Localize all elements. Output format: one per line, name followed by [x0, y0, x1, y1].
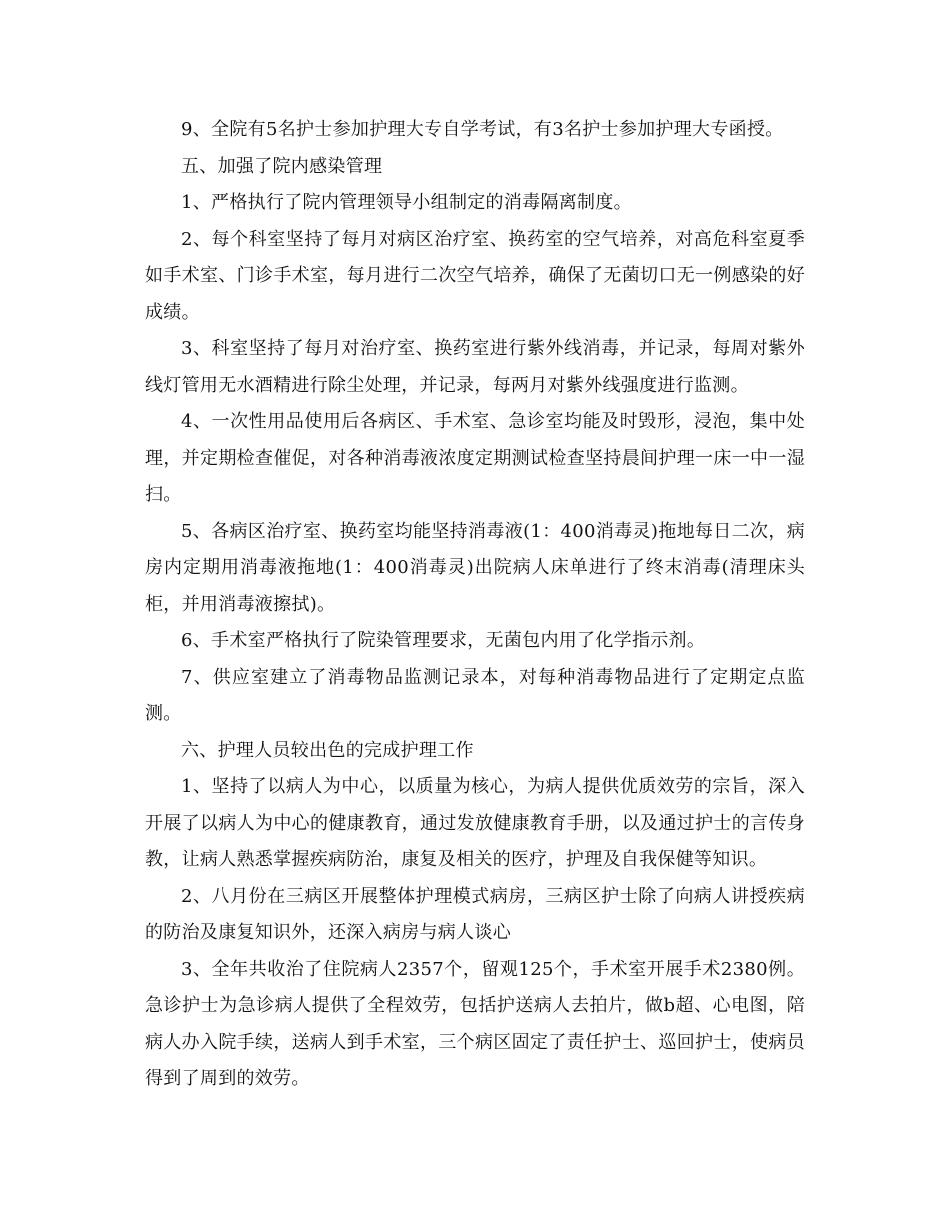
paragraph-item-4-disposable-items: 4、一次性用品使用后各病区、手术室、急诊室均能及时毁形，浸泡，集中处理，并定期检查催促，对各种消毒液浓度定期测试检查坚持晨间护理一床一中一湿扫。: [145, 411, 805, 505]
paragraph-item-3-uv-disinfection: 3、科室坚持了每月对治疗室、换药室进行紫外线消毒，并记录，每周对紫外线灯管用无水酒精进行除尘处理，并记录，每两月对紫外线强度进行监测。: [145, 338, 805, 396]
paragraph-item-5-floor-disinfection: 5、各病区治疗室、换药室均能坚持消毒液(1：400消毒灵)拖地每日二次，病房内定期用消毒液拖地(1：400消毒灵)出院病人床单进行了终末消毒(清理床头柜，并用消毒液擦拭)。: [145, 520, 805, 615]
paragraph-item-3-annual-statistics: 3、全年共收治了住院病人2357个，留观125个，手术室开展手术2380例。急诊护士为急诊病人提供了全程效劳，包括护送病人去拍片，做b超、心电图，陪病人办入院手续，送病人到手术室，三个病区固定了责任护士、巡回护士，使病员得到了周到的效劳。: [145, 958, 805, 1089]
document-body: [145, 112, 805, 1098]
paragraph-item-6-surgery-room: 6、手术室严格执行了院染管理要求，无菌包内用了化学指示剂。: [181, 630, 706, 651]
section-heading-infection-control: 五、加强了院内感染管理: [181, 155, 383, 177]
paragraph-item-1-disinfection-system: 1、严格执行了院内管理领导小组制定的消毒隔离制度。: [181, 192, 632, 213]
paragraph-item-2-holistic-care: 2、八月份在三病区开展整体护理模式病房，三病区护士除了向病人讲授疾病的防治及康复知识外，还深入病房与病人谈心: [145, 885, 805, 943]
paragraph-item-1-patient-centered: 1、坚持了以病人为中心，以质量为核心，为病人提供优质效劳的宗旨，深入开展了以病人为中心的健康教育，通过发放健康教育手册，以及通过护士的言传身教，让病人熟悉掌握疾病防治，康复及相关的医疗，护理及自我保健等知识。: [145, 776, 805, 870]
paragraph-item-9-nurse-education: 9、全院有5名护士参加护理大专自学考试，有3名护士参加护理大专函授。: [181, 119, 784, 140]
section-heading-nursing-work: 六、护理人员较出色的完成护理工作: [181, 739, 474, 761]
paragraph-item-2-air-culture: 2、每个科室坚持了每月对病区治疗室、换药室的空气培养，对高危科室夏季如手术室、门诊手术室，每月进行二次空气培养，确保了无菌切口无一例感染的好成绩。: [145, 228, 805, 323]
paragraph-item-7-supply-room: 7、供应室建立了消毒物品监测记录本，对每种消毒物品进行了定期定点监测。: [145, 666, 805, 724]
